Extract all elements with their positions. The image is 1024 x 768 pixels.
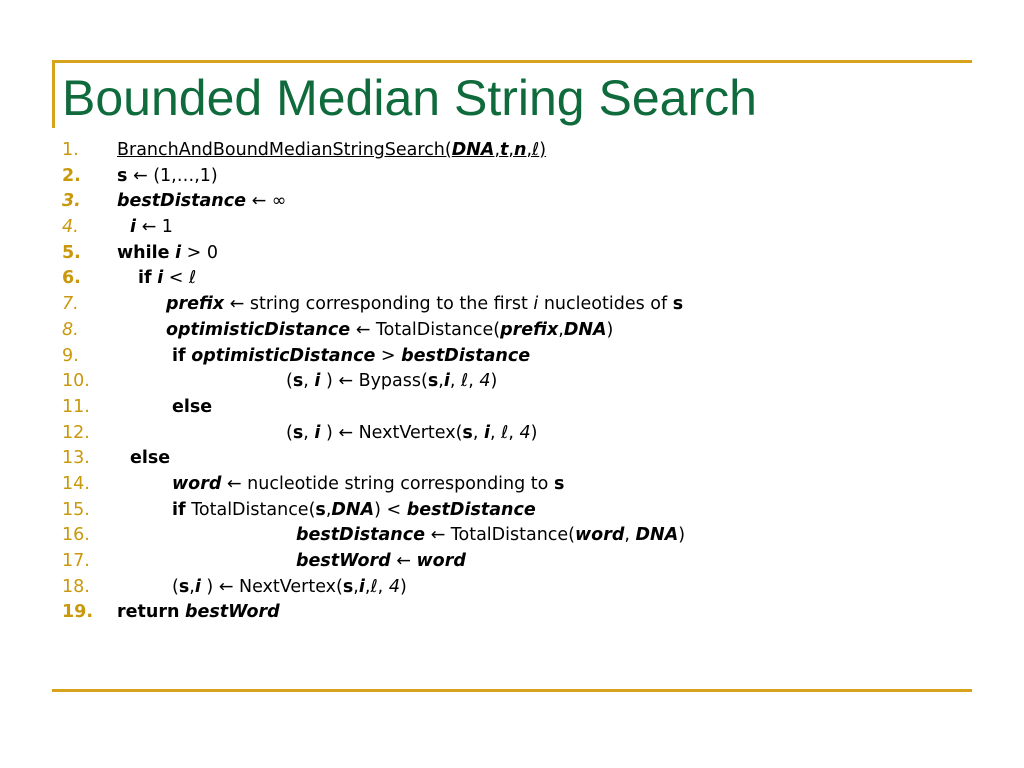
- title-rule-vertical: [52, 60, 55, 128]
- code-line: [62, 421, 962, 447]
- code-line: [62, 215, 962, 241]
- code-line: [62, 189, 962, 215]
- code-text: (s, i ) ← Bypass(s,i, ℓ, 4): [286, 371, 498, 392]
- code-text: s ← (1,…,1): [117, 165, 218, 186]
- code-line: [62, 498, 962, 524]
- code-text: optimisticDistance ← TotalDistance(prefix,DNA): [166, 319, 614, 340]
- line-number: 9.: [62, 345, 79, 366]
- code-line: [62, 318, 962, 344]
- line-number: 6.: [62, 268, 81, 289]
- code-line: [62, 138, 962, 164]
- pseudocode-block: [62, 138, 962, 626]
- line-number: 17.: [62, 551, 90, 571]
- code-line: [62, 369, 962, 395]
- code-text: if TotalDistance(s,DNA) < bestDistance: [172, 499, 536, 520]
- footer-rule: [52, 689, 972, 692]
- code-text: bestDistance ← ∞: [117, 191, 287, 212]
- code-line: [62, 549, 962, 575]
- code-text: else: [130, 448, 171, 469]
- code-line: [62, 344, 962, 370]
- line-number: 13.: [62, 448, 90, 469]
- line-number: 16.: [62, 525, 90, 546]
- code-text: (s,i ) ← NextVertex(s,i,ℓ, 4): [172, 576, 407, 597]
- line-number: 7.: [62, 294, 79, 315]
- line-number: 18.: [62, 576, 90, 597]
- code-text: while i > 0: [117, 242, 219, 263]
- code-text: (s, i ) ← NextVertex(s, i, ℓ, 4): [286, 422, 538, 443]
- code-text: if optimisticDistance > bestDistance: [172, 345, 531, 366]
- code-line: [62, 292, 962, 318]
- code-line: [62, 395, 962, 421]
- line-number: 19.: [62, 602, 94, 623]
- line-number: 10.: [62, 371, 90, 392]
- line-number: 4.: [62, 217, 79, 238]
- code-text: bestDistance ← TotalDistance(word, DNA): [296, 525, 686, 546]
- code-line: [62, 600, 962, 626]
- code-text: i ← 1: [130, 217, 173, 238]
- code-line: [62, 523, 962, 549]
- line-number: 8.: [62, 319, 79, 340]
- line-number: 5.: [62, 242, 81, 263]
- code-line: [62, 446, 962, 472]
- code-text: prefix ← string corresponding to the first i nucleotides of s: [166, 294, 684, 315]
- code-line: [62, 472, 962, 498]
- line-number: 12.: [62, 422, 90, 443]
- code-text: if i < ℓ: [138, 268, 197, 289]
- line-number: 1.: [62, 140, 79, 160]
- code-text: bestWord ← word: [296, 551, 466, 571]
- title-rule-top: [52, 60, 972, 63]
- line-number: 3.: [62, 191, 81, 212]
- line-number: 11.: [62, 396, 90, 417]
- slide-title: Bounded Median String Search: [62, 70, 757, 126]
- code-line: [62, 164, 962, 190]
- line-number: 15.: [62, 499, 90, 520]
- code-text: BranchAndBoundMedianStringSearch(DNA,t,n,ℓ): [117, 140, 547, 160]
- code-line: [62, 266, 962, 292]
- line-number: 2.: [62, 165, 81, 186]
- code-text: return bestWord: [117, 602, 280, 623]
- code-text: word ← nucleotide string corresponding to s: [172, 473, 565, 494]
- line-number: 14.: [62, 473, 90, 494]
- code-text: else: [172, 396, 213, 417]
- code-line: [62, 575, 962, 601]
- code-line: [62, 241, 962, 267]
